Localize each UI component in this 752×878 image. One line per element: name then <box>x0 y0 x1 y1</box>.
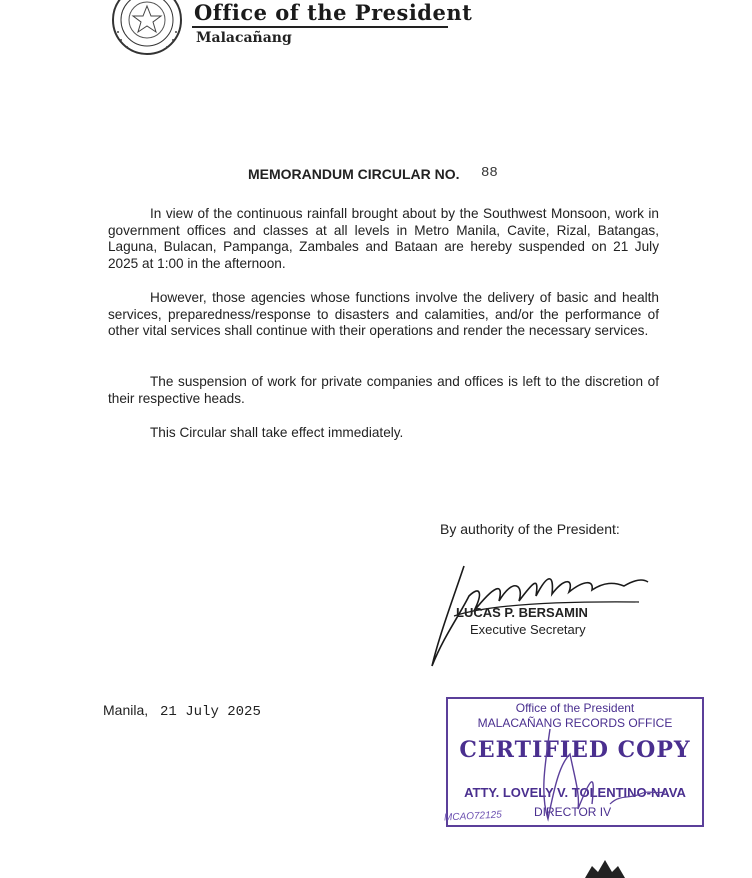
body-paragraph-2 <box>108 290 659 340</box>
office-location: Malacañang <box>196 30 292 46</box>
signatory-name: LUCAS P. BERSAMIN <box>456 605 588 620</box>
stamp-handwritten-mark: MCAO72125 <box>443 809 503 824</box>
body-paragraph-4-text: This Circular shall take effect immediately. <box>150 425 404 440</box>
memo-title: MEMORANDUM CIRCULAR NO. <box>248 166 460 182</box>
body-paragraph-3-text: The suspension of work for private companies and offices is left to the discretion of their respective heads. <box>108 374 659 406</box>
place-date <box>103 702 261 720</box>
header-divider <box>192 26 448 28</box>
stamp-line-signatory: ATTY. LOVELY V. TOLENTINO-NAVA <box>464 785 686 800</box>
body-paragraph-2-text: However, those agencies whose functions involve the delivery of basic and health services, preparedness/response to disasters and calamities, and/or the performance of other vital services shall continue with their operations and render the necessary services. <box>108 290 659 338</box>
body-paragraph-4 <box>108 425 659 442</box>
emblem-icon <box>580 858 630 878</box>
presidential-seal-icon <box>110 0 184 56</box>
stamp-line-position: DIRECTOR IV <box>534 805 612 819</box>
stamp-signature <box>530 724 680 824</box>
issuance-place: Manila, <box>103 702 149 718</box>
body-paragraph-1 <box>108 206 659 272</box>
stamp-line-records-office: MALACAÑANG RECORDS OFFICE <box>477 716 673 730</box>
body-paragraph-3 <box>108 374 659 407</box>
stamp-line-office: Office of the President <box>515 701 635 715</box>
stamp-line-certified-copy: CERTIFIED COPY <box>459 737 691 763</box>
issuance-date: 21 July 2025 <box>160 704 261 720</box>
body-paragraph-1-text: In view of the continuous rainfall brought about by the Southwest Monsoon, work in government offices and classes at all levels in Metro Manila, Cavite, Rizal, Batangas, Laguna, Bulacan, Pampanga, Zambales and Bataan are hereby suspended on 21 July 2025 at 1:00 in the afternoon. <box>108 206 659 271</box>
signatory-title: Executive Secretary <box>470 622 586 637</box>
authority-line: By authority of the President: <box>440 521 620 537</box>
office-title: Office of the President <box>194 0 473 25</box>
memo-number: 88 <box>481 165 498 181</box>
